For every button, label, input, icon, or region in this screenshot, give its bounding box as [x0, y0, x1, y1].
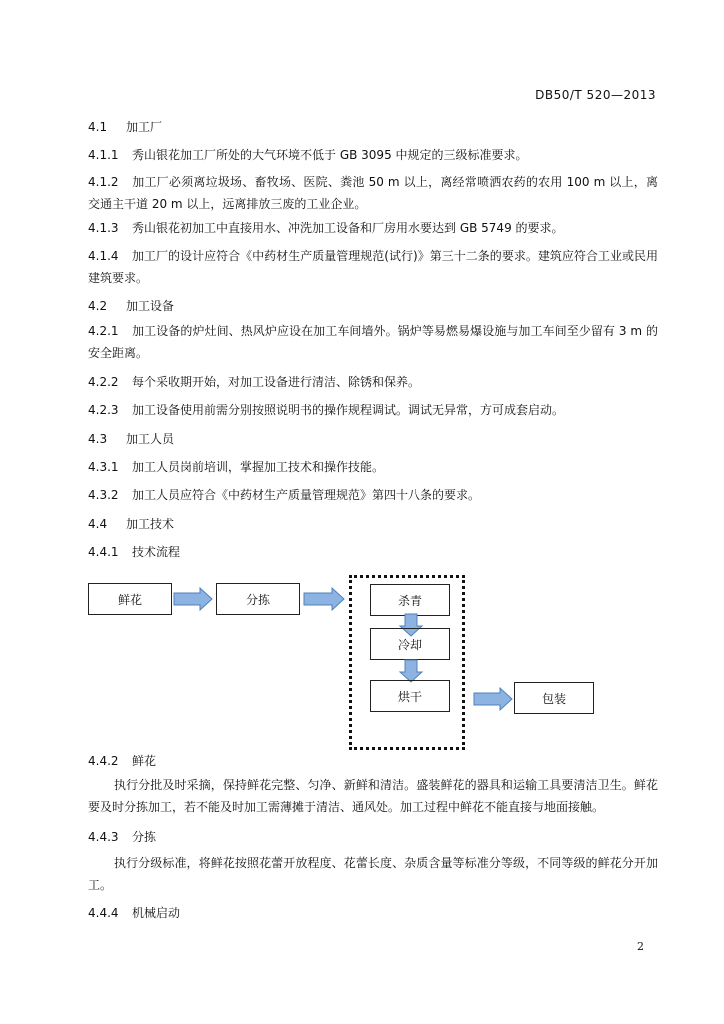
- clause-number: 4.1.4: [88, 249, 119, 263]
- clause-number: 4.4.2: [88, 754, 119, 768]
- section-title: 加工设备: [126, 299, 175, 313]
- clause-title: 机械启动: [132, 906, 181, 920]
- section-4-4-heading: [88, 518, 174, 530]
- clause-text: 加工设备的炉灶间、热风炉应设在加工车间墙外。锅炉等易燃易爆设施与加工车间至少留有 3 m 的安全距离。: [88, 324, 658, 360]
- flow-step-packaging: 包装: [514, 682, 594, 714]
- clause-number: 4.2.3: [88, 403, 119, 417]
- clause-number: 4.3.2: [88, 488, 119, 502]
- section-title: 加工厂: [126, 120, 163, 134]
- clause-4-4-4-heading: [88, 907, 180, 919]
- clause-title: 技术流程: [132, 545, 181, 559]
- section-title: 加工技术: [126, 517, 175, 531]
- clause-4-1-2: [88, 171, 658, 215]
- clause-4-2-2: [88, 376, 420, 388]
- clause-4-2-3: [88, 404, 564, 416]
- section-title: 加工人员: [126, 432, 175, 446]
- clause-4-1-4: [88, 245, 658, 289]
- clause-text: 加工设备使用前需分别按照说明书的操作规程调试。调试无异常，方可成套启动。: [132, 403, 565, 417]
- clause-text: 秀山银花加工厂所处的大气环境不低于 GB 3095 中规定的三级标准要求。: [132, 148, 528, 162]
- section-number: 4.1: [88, 120, 108, 134]
- clause-number: 4.4.3: [88, 830, 119, 844]
- clause-number: 4.3.1: [88, 460, 119, 474]
- clause-4-3-2: [88, 489, 480, 501]
- clause-number: 4.4.4: [88, 906, 119, 920]
- section-number: 4.4: [88, 517, 108, 531]
- clause-4-4-3-text: 执行分级标准，将鲜花按照花蕾开放程度、花蕾长度、杂质含量等标准分等级，不同等级的鲜花分开加工。: [88, 856, 658, 892]
- section-4-3-heading: [88, 433, 174, 445]
- clause-number: 4.4.1: [88, 545, 119, 559]
- clause-4-4-2-text: 执行分批及时采摘，保持鲜花完整、匀净、新鲜和清洁。盛装鲜花的器具和运输工具要清洁卫生。鲜花要及时分拣加工，若不能及时加工需薄摊于清洁、通风处。加工过程中鲜花不能直接与地面接触。: [88, 778, 658, 814]
- clause-text: 加工厂的设计应符合《中药材生产质量管理规范(试行)》第三十二条的要求。建筑应符合工业或民用建筑要求。: [88, 249, 658, 285]
- clause-4-4-2-heading: [88, 755, 156, 767]
- clause-number: 4.1.2: [88, 175, 119, 189]
- section-4-2-heading: [88, 300, 174, 312]
- clause-text: 每个采收期开始，对加工设备进行清洁、除锈和保养。: [132, 375, 421, 389]
- standard-code: DB50/T 520—2013: [535, 88, 656, 102]
- page-number: 2: [637, 940, 644, 953]
- clause-4-4-1: [88, 546, 180, 558]
- clause-text: 加工人员应符合《中药材生产质量管理规范》第四十八条的要求。: [132, 488, 481, 502]
- flow-arrow-right-icon: [174, 588, 214, 610]
- section-number: 4.3: [88, 432, 108, 446]
- flow-step-fresh-flowers: 鲜花: [88, 583, 172, 615]
- clause-4-1-1: [88, 149, 528, 161]
- clause-4-1-3: [88, 222, 564, 234]
- clause-number: 4.2.2: [88, 375, 119, 389]
- clause-4-2-1: [88, 320, 658, 364]
- clause-title: 鲜花: [132, 754, 157, 768]
- flow-step-drying: 烘干: [370, 680, 450, 712]
- clause-text: 加工厂必须离垃圾场、畜牧场、医院、粪池 50 m 以上，离经常喷洒农药的农用 100 m 以上，离交通主干道 20 m 以上，远离排放三废的工业企业。: [88, 175, 658, 211]
- flow-step-kill-green: 杀青: [370, 584, 450, 616]
- flow-arrow-down-icon: [400, 660, 422, 682]
- clause-text: 加工人员岗前培训，掌握加工技术和操作技能。: [132, 460, 385, 474]
- clause-number: 4.1.1: [88, 148, 119, 162]
- flow-step-cooling: 冷却: [370, 628, 450, 660]
- section-4-1-heading: [88, 121, 162, 133]
- clause-number: 4.2.1: [88, 324, 119, 338]
- flow-arrow-right-icon: [304, 588, 346, 610]
- clause-title: 分拣: [132, 830, 157, 844]
- clause-4-4-3-heading: [88, 831, 156, 843]
- flow-step-sorting: 分拣: [216, 583, 300, 615]
- flow-arrow-right-icon: [474, 688, 514, 710]
- section-number: 4.2: [88, 299, 108, 313]
- clause-4-3-1: [88, 461, 384, 473]
- clause-text: 秀山银花初加工中直接用水、冲洗加工设备和厂房用水要达到 GB 5749 的要求。: [132, 221, 564, 235]
- clause-number: 4.1.3: [88, 221, 119, 235]
